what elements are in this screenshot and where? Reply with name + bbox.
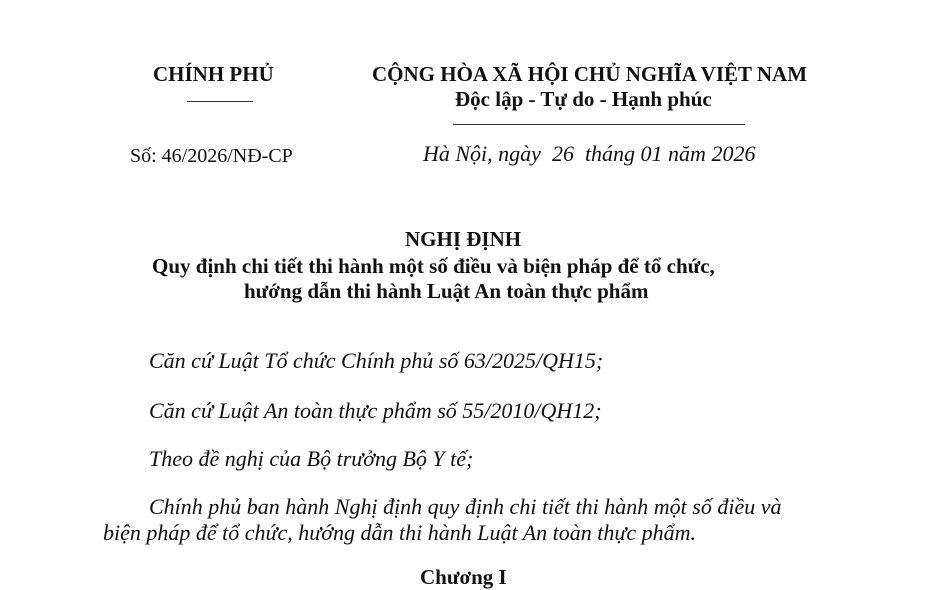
proposal-line: Theo đề nghị của Bộ trưởng Bộ Y tế; — [149, 446, 474, 471]
place-date: Hà Nội, ngày 26 tháng 01 năm 2026 — [423, 141, 756, 166]
document-subtitle-line2: hướng dẫn thi hành Luật An toàn thực phẩm — [244, 279, 649, 303]
republic-name: CỘNG HÒA XÃ HỘI CHỦ NGHĨA VIỆT NAM — [372, 62, 808, 86]
agency-underline — [187, 101, 253, 102]
legal-basis-1: Căn cứ Luật Tổ chức Chính phủ số 63/2025/QH15; — [149, 348, 604, 373]
chapter-heading: Chương I — [420, 565, 507, 589]
agency-name: CHÍNH PHỦ — [153, 62, 274, 86]
document-number: Số: 46/2026/NĐ-CP — [130, 145, 293, 167]
legal-basis-2: Căn cứ Luật An toàn thực phẩm số 55/2010/QH12; — [149, 398, 602, 423]
decree-statement-line2: biện pháp để tổ chức, hướng dẫn thi hành Luật An toàn thực phẩm. — [103, 520, 697, 545]
national-motto: Độc lập - Tự do - Hạnh phúc — [455, 87, 712, 111]
document-type: NGHỊ ĐỊNH — [405, 227, 522, 251]
document-subtitle-line1: Quy định chi tiết thi hành một số điều và biện pháp để tổ chức, — [152, 254, 715, 278]
motto-underline — [453, 124, 745, 125]
decree-statement-line1: Chính phủ ban hành Nghị định quy định chi tiết thi hành một số điều và — [149, 494, 782, 519]
